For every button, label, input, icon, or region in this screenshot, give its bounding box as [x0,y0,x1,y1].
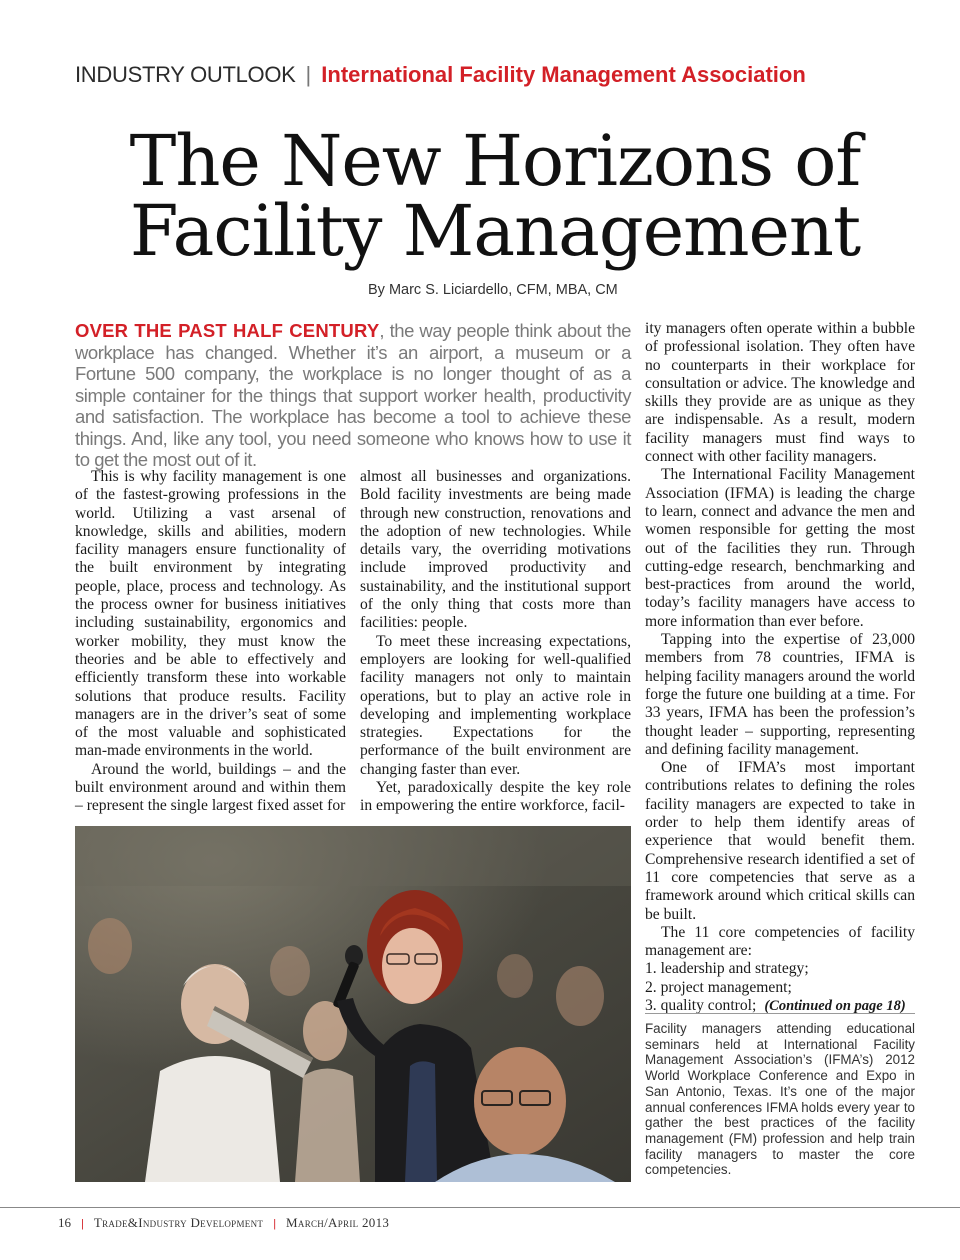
body-paragraph: ity managers often operate within a bubble of professional isolation. They often have no counterparts in their workplace for consultation or advice. The knowledge and skills they provide are as unique as they are indispensable. As a result, modern facility managers must find ways to connect with other facility managers. [645,320,915,466]
conference-photo-illustration [75,826,631,1182]
body-paragraph: Yet, paradoxically despite the key role in empowering the entire workforce, facil- [360,779,631,815]
footer-separator: | [81,1218,84,1230]
list-item: 1. leadership and strategy; [645,960,809,978]
publication-name: Trade&Industry Development [93,1215,264,1230]
lead-paragraph [75,320,631,471]
body-column-2 [360,468,631,816]
conference-photo [75,826,631,1182]
section-header [75,60,905,90]
photo-caption: Facility managers attending educational seminars held at International Facility Management Association’s (IFMA’s) 2012 World Workplace Conference and Expo in San Antonio, Texas. It’s one of the major annual conferences IFMA holds every year to gather the best practices of the facility management (FM) profession and help train facility managers to master the core competencies. [645,1021,915,1178]
page-footer [58,1215,389,1231]
article-title [60,120,930,272]
body-paragraph: One of IFMA’s most important contributions relates to defining the roles facility managers are expected to take in order to help them identify areas of experience that would benefit them. Comprehensive research identified a set of 11 core competencies that serve as a framework around which critical skills can be built. [645,759,915,923]
footer-separator: | [273,1218,277,1230]
lead-kicker: OVER THE PAST HALF CENTURY [75,320,380,341]
footer-divider [0,1207,960,1208]
continued-note: (Continued on page 18) [764,997,906,1014]
body-paragraph: This is why facility management is one of the fastest-growing professions in the world. Utilizing a vast arsenal of knowledge, skills and abilities, modern facility managers ensure functionality of the built environment by integrating people, place, process and technology. As the process owner for business initiatives including sustainability, ergonomics and worker mobility, they must know the theories and be able to effectively and efficiently transform these into workable solutions that produce results. Facility managers are in the driver’s seat of some of the most valuable and sophisticated man-made environments in the world. [75,468,346,760]
section-label: INDUSTRY OUTLOOK [75,62,296,87]
caption-divider [645,1013,915,1014]
organization-name: International Facility Management Association [321,62,806,87]
body-paragraph: The 11 core competencies of facility management are: [645,923,915,960]
body-paragraph: Tapping into the expertise of 23,000 members from 78 countries, IFMA is helping facility managers around the world forge the future one building at a time. For 33 years, IFMA has been the profession’s thought leader – supporting, representing and defining facility management. [645,631,915,758]
body-column-1 [75,468,346,816]
header-separator: | [305,62,312,87]
page-number: 16 [58,1215,71,1230]
body-paragraph: The International Facility Management Association (IFMA) is leading the charge to learn, connect and advance the men and women responsible for getting the most out of the facilities they run. Through cutting-edge research, benchmarking and best-practices from around the world, today’s facility managers have access to more information than ever before. [645,466,915,630]
list-item: 2. project management; [645,978,792,996]
lead-text: , the way people think about the workplace has changed. Whether it’s an airport, a museum or a Fortune 500 company, the workplace is no longer thought of as a simple container for the things that support worker health, productivity and satisfaction. The workplace has become a tool to achieve these things. And, like any tool, you need someone who knows how to use it to get the most out of it. [75,320,631,470]
body-paragraph: almost all businesses and organizations. Bold facility investments are being made through new construction, renovations and the adoption of new technologies. While details vary, the overriding motivations include improved productivity and sustainability, and the institutional support of the only thing that costs more than facilities: people. [360,468,631,632]
byline: By Marc S. Liciardello, CFM, MBA, CM [368,282,618,298]
issue-date: March/April 2013 [286,1215,390,1230]
body-column-3 [645,320,915,1015]
body-paragraph: To meet these increasing expectations, employers are looking for well-qualified facility managers not only to maintain operations, but to play an active role in developing and implementing workplace strategies. Expectations for the performance of the built environment are changing faster than ever. [360,632,631,778]
title-line-1: The New Horizons of [129,120,861,202]
title-line-2: Facility Management [129,190,861,272]
body-paragraph: Around the world, buildings – and the built environment around and within them – represent the single largest fixed asset for [75,760,346,815]
list-item-text: 3. quality control; [645,996,757,1014]
